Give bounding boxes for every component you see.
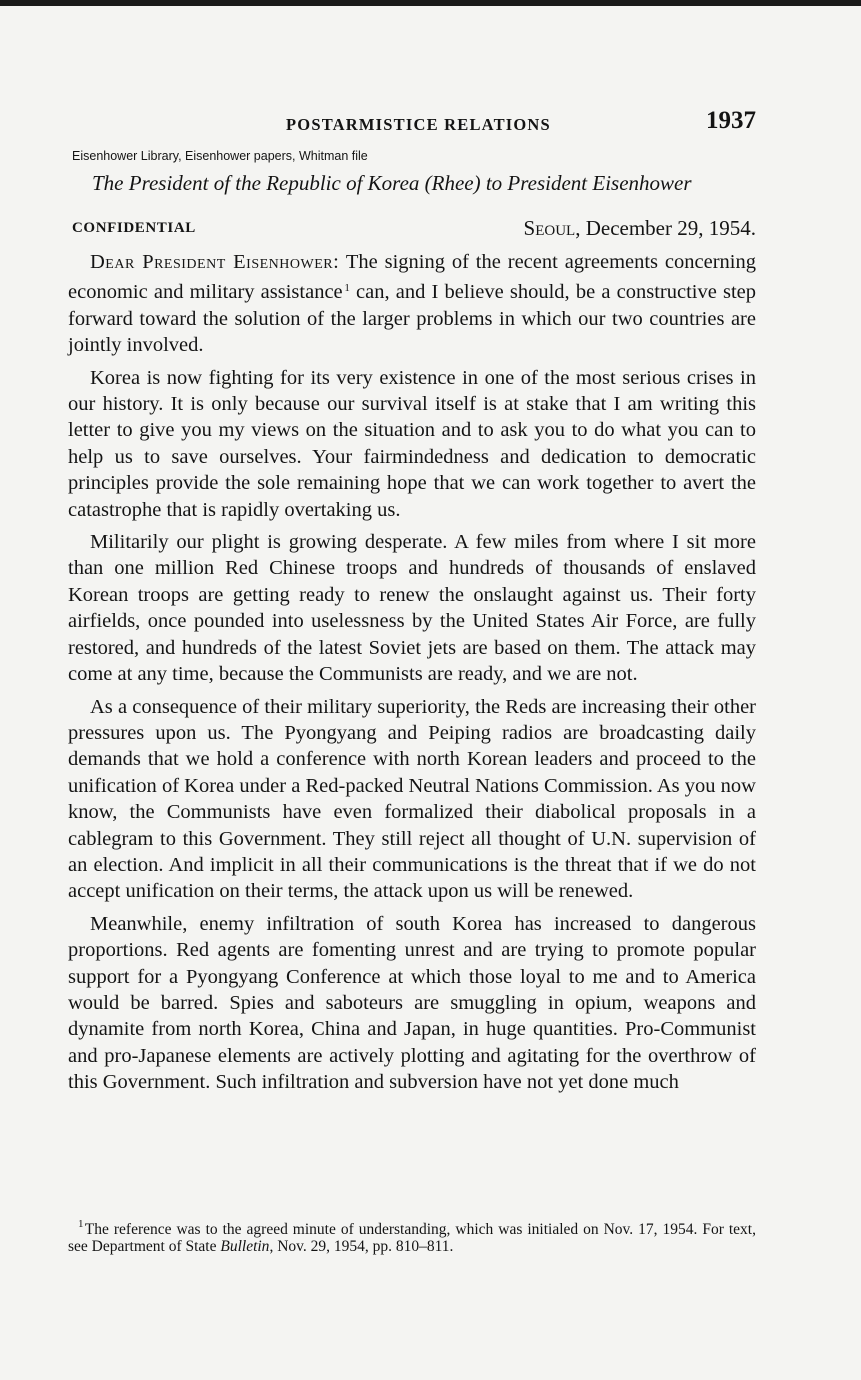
paragraph-4: As a consequence of their military superiority, the Reds are increasing their other pressures upon us. The Pyongyang and Peiping radios are broadcasting daily demands that we hold a conference with north Korean leaders and proceed to the unification of Korea under a Red-packed Neutral Nations Commission. As you now know, the Communists have even formalized their diabolical proposals in a cablegram to this Government. They still reject all thought of U.N. supervision of an election. And implicit in all their communications is the threat that if we do not accept unification on their terms, the attack upon us will be renewed.	[68, 695, 756, 903]
footnote-mark: 1	[78, 1218, 84, 1230]
paragraph-3: Militarily our plight is growing desperate. A few miles from where I sit more than one million Red Chinese troops and hundreds of thousands of enslaved Korean troops are getting ready to renew the onslaught against us. Their forty airfields, once pounded into uselessness by the United States Air Force, are fully restored, and hundreds of the latest Soviet jets are based on them. The attack may come at any time, because the Communists are ready, and we are not.	[68, 531, 756, 686]
running-title: POSTARMISTICE RELATIONS	[286, 115, 551, 134]
footnote-publication: Bulletin	[220, 1238, 270, 1255]
place-date-line: Seoul, December 29, 1954.	[523, 216, 756, 240]
classification-label: CONFIDENTIAL	[72, 220, 196, 236]
footnote-reference[interactable]: 1	[344, 282, 350, 295]
paragraph-1-text: The signing of the recent agreements concerning economic and military assistance	[68, 251, 756, 304]
footnote-text: The reference was to the agreed minute of understanding, which was initialed on Nov. 17, 1954. For text, see Department of State	[68, 1221, 756, 1255]
letter-body	[68, 249, 756, 1096]
footnote-text-end: , Nov. 29, 1954, pp. 810–811.	[269, 1238, 454, 1255]
page-header	[68, 107, 756, 141]
place: Seoul	[523, 216, 576, 240]
salutation: Dear President Eisenhower:	[90, 251, 340, 273]
paragraph-5: Meanwhile, enemy infiltration of south Korea has increased to dangerous proportions. Red agents are fomenting unrest and are trying to promote popular support for a Pyongyang Conference at which those loyal to me and to America would be barred. Spies and saboteurs are smuggling in opium, weapons and dynamite from north Korea, China and Japan, in huge quantities. Pro-Communist and pro-Japanese elements are actively plotting and agitating for the overthrow of this Government. Such infiltration and subversion have not yet done much	[68, 912, 756, 1094]
paragraph-1	[68, 249, 756, 359]
page-number: 1937	[706, 107, 756, 134]
footnote	[68, 1216, 756, 1255]
date: December 29, 1954.	[585, 216, 756, 240]
page-top-edge	[0, 0, 861, 6]
source-citation: Eisenhower Library, Eisenhower papers, Whitman file	[72, 149, 368, 163]
paragraph-2: Korea is now fighting for its very existence in one of the most serious crises in our history. It is only because our survival itself is at stake that I am writing this letter to give you my views on the situation and to ask you to do what you can to help us to save ourselves. Your fairmindedness and dedication to democratic principles provide the sole remaining hope that we can work together to avert the catastrophe that is rapidly overtaking us.	[68, 366, 756, 521]
paragraph-1-rest: can, and I believe should, be a constructive step forward toward the solution of the larger problems in which our two countries are jointly involved.	[68, 281, 756, 357]
document-title: The President of the Republic of Korea (Rhee) to President Eisenhower	[92, 171, 692, 195]
